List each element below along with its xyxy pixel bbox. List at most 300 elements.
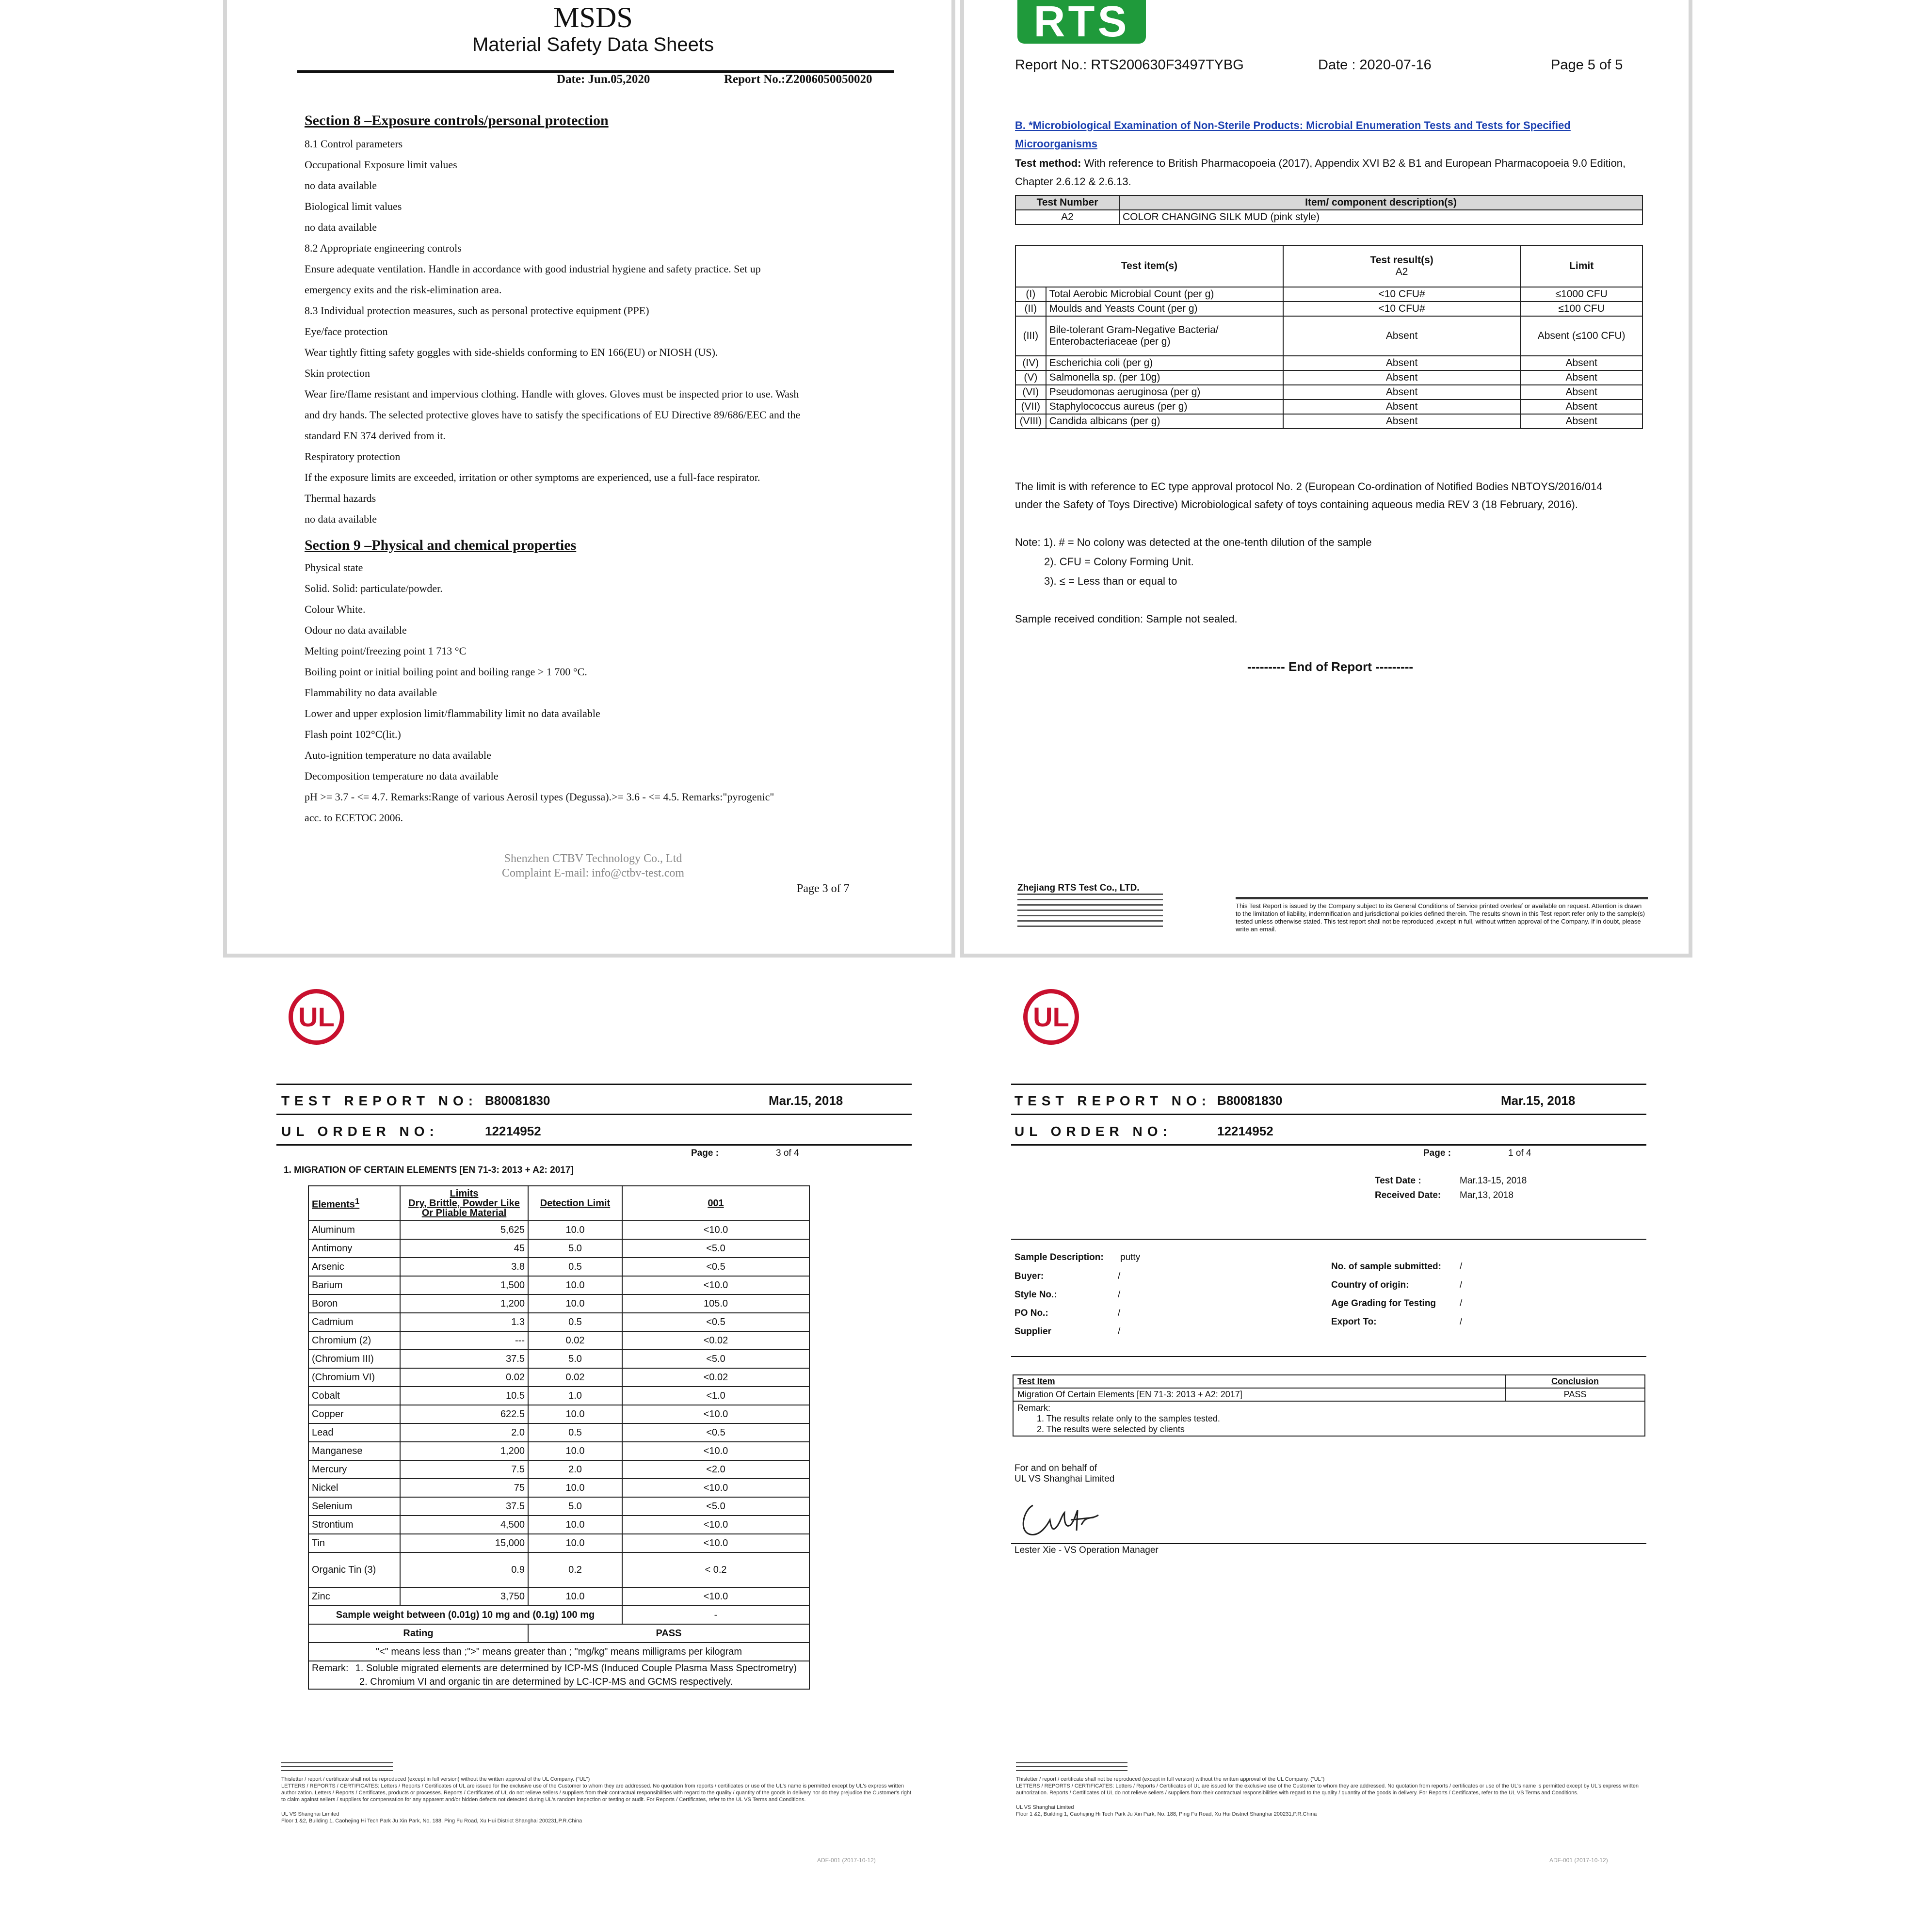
ul3-footer-chinese-text (281, 1762, 393, 1774)
rts-footer-company: Zhejiang RTS Test Co., LTD. (1017, 883, 1140, 893)
rts-section-title[interactable]: B. *Microbiological Examination of Non-Sterile Products: Microbial Enumeration Tests and Tests for Specified Microorganisms (1015, 119, 1571, 150)
sample-weight-value: - (622, 1606, 809, 1624)
ul1-test-report-no: B80081830 (1217, 1093, 1283, 1108)
rts-sample-row (1015, 210, 1642, 224)
element-detection-limit: 0.5 (528, 1313, 622, 1331)
msds-page-number: Page 3 of 7 (797, 882, 850, 895)
rts-result-row (1015, 287, 1642, 302)
element-detection-limit: 2.0 (528, 1460, 622, 1479)
element-result: <0.5 (622, 1258, 809, 1276)
legend-row (308, 1643, 809, 1661)
section8-line: and dry hands. The selected protective gloves have to satisfy the specifications of EU Directive 89/686/EEC and the (305, 409, 801, 421)
rts-result-item: Salmonella sp. (per 10g) (1046, 370, 1283, 385)
element-detection-limit: 10.0 (528, 1479, 622, 1497)
ul1-field-label: Supplier (1014, 1326, 1052, 1337)
rts-sample-header (1015, 195, 1642, 210)
section8-line: If the exposure limits are exceeded, irritation or other symptoms are experienced, use a full-face respirator. (305, 471, 760, 483)
element-name: Nickel (308, 1479, 400, 1497)
ul3-elements-header (308, 1186, 809, 1221)
msds-company: Shenzhen CTBV Technology Co., Ltd (504, 852, 682, 865)
ul3-elements-table (308, 1185, 810, 1690)
element-limit: 1.3 (400, 1313, 528, 1331)
rts-result-row (1015, 356, 1642, 370)
element-result: <5.0 (622, 1350, 809, 1368)
rts-result-row (1015, 414, 1642, 429)
rts-note-2: 2). CFU = Colony Forming Unit. (1044, 556, 1194, 568)
remark-1: 1. Soluble migrated elements are determined by ICP-MS (Induced Couple Plasma Mass Spectrometry) (355, 1663, 797, 1674)
ul1-footer-terms: LETTERS / REPORTS / CERTIFICATES: Letters / Reports / Certificates of UL are issued for the exclusive use of the Customer to whom they are addressed. No quotation from reports / certificates or use of the UL's name is permitted except by UL's express written authorization. Reports / Certificates of UL do not relieve sellers / suppliers from their contractual responsibilities with regard to the quality / quantity of the goods in delivery. For Reports / Certificates, refer to the UL VS Terms and Conditions. (1016, 1783, 1639, 1796)
ul1-footer (1016, 1762, 1646, 1818)
rts-result-item: Candida albicans (per g) (1046, 414, 1283, 429)
section9-line: Decomposition temperature no data available (305, 770, 499, 782)
section9-line: pH >= 3.7 - <= 4.7. Remarks:Range of various Aerosil types (Degussa).>= 3.6 - <= 4.5. Remarks:"pyrogenic" (305, 791, 774, 803)
section9-line: Physical state (305, 561, 363, 574)
rts-limit-note-cont: under the Safety of Toys Directive) Microbiological safety of toys containing aqueous media REV 3 (18 February, 2016). (1015, 498, 1578, 511)
section8-line: Eye/face protection (305, 325, 388, 337)
element-name: Manganese (308, 1442, 400, 1460)
msds-complaint-email: Complaint E-mail: info@ctbv-test.com (501, 867, 685, 879)
rts-col-test-result-sub: A2 (1395, 266, 1408, 277)
remarks-row (308, 1661, 809, 1689)
ul3-page-label: Page : (691, 1148, 719, 1158)
element-limit: 0.9 (400, 1552, 528, 1587)
ul1-field-label: Age Grading for Testing (1331, 1298, 1436, 1309)
section9-line: acc. to ECETOC 2006. (305, 812, 403, 824)
rts-footer-contact-lines (1017, 894, 1163, 927)
ul1-signatory: Lester Xie - VS Operation Manager (1014, 1545, 1159, 1555)
ul3-col-limits (400, 1186, 528, 1221)
rts-result-value: Absent (1283, 399, 1520, 414)
ul3-page-value: 3 of 4 (776, 1148, 799, 1158)
ul1-sample-desc-label: Sample Description: (1014, 1252, 1104, 1262)
rts-note-1: Note: 1). # = No colony was detected at the one-tenth dilution of the sample (1015, 536, 1372, 548)
ul1-test-item-row (1013, 1388, 1645, 1401)
ul1-field-label: Country of origin: (1331, 1280, 1409, 1290)
remarks-cell (308, 1661, 809, 1689)
rts-result-row (1015, 316, 1642, 356)
element-detection-limit: 10.0 (528, 1276, 622, 1294)
element-name: Zinc (308, 1587, 400, 1606)
element-detection-limit: 10.0 (528, 1534, 622, 1552)
ul1-footer-address: Floor 1 &2, Building 1, Caohejing Hi Tech Park Ju Xin Park, No. 188, Ping Fu Road, Xu Hui District Shanghai 200231,P.R.China (1016, 1811, 1317, 1817)
ul1-rule-bottom (1011, 1144, 1646, 1146)
sample-weight-row (308, 1606, 809, 1624)
remark-2: 2. Chromium VI and organic tin are determined by LC-ICP-MS and GCMS respectively. (359, 1677, 733, 1687)
rts-result-no: (V) (1015, 370, 1046, 385)
msds-subtitle: Material Safety Data Sheets (472, 34, 714, 55)
element-name: (Chromium VI) (308, 1368, 400, 1387)
remark-label: Remark: (312, 1663, 349, 1674)
element-name: Barium (308, 1276, 400, 1294)
msds-page (223, 0, 955, 958)
rts-sample-number: A2 (1015, 210, 1119, 224)
rts-result-no: (VII) (1015, 399, 1046, 414)
rts-result-value: <10 CFU# (1283, 302, 1520, 316)
ul1-remark-1: 1. The results relate only to the samples tested. (1037, 1414, 1220, 1423)
element-result: 105.0 (622, 1294, 809, 1313)
rts-result-limit: Absent (1520, 399, 1642, 414)
element-limit: 1,200 (400, 1294, 528, 1313)
ul1-rule-fields (1011, 1356, 1646, 1357)
element-name: (Chromium III) (308, 1350, 400, 1368)
rts-end-of-report: --------- End of Report --------- (1247, 659, 1414, 674)
section8-line: Biological limit values (305, 200, 402, 212)
ul1-field-value: / (1118, 1290, 1121, 1300)
ul1-received-date: Mar,13, 2018 (1460, 1190, 1513, 1200)
element-row (308, 1423, 809, 1442)
ul1-field-value: / (1118, 1326, 1121, 1337)
ul1-form-code: ADF-001 (2017-10-12) (1549, 1857, 1608, 1864)
element-result: <10.0 (622, 1479, 809, 1497)
section9-line: Flash point 102°C(lit.) (305, 728, 401, 740)
ul3-order-label: UL ORDER NO: (281, 1124, 439, 1139)
element-name: Boron (308, 1294, 400, 1313)
section9-line: Colour White. (305, 603, 366, 615)
section8-line: Wear fire/flame resistant and impervious clothing. Handle with gloves. Gloves must be inspected prior to use. Wash (305, 388, 799, 400)
rts-limit-note: The limit is with reference to EC type approval protocol No. 2 (European Co-ordination of Notified Bodies NBTOYS/2016/014 (1015, 480, 1603, 493)
element-limit: 622.5 (400, 1405, 528, 1423)
ul3-footer (281, 1762, 912, 1824)
ul1-footer-chinese-text (1016, 1762, 1127, 1774)
element-row (308, 1313, 809, 1331)
element-limit: 15,000 (400, 1534, 528, 1552)
section8-line: 8.3 Individual protection measures, such as personal protective equipment (PPE) (305, 304, 649, 317)
rts-date: Date : 2020-07-16 (1318, 57, 1432, 73)
rts-result-no: (VI) (1015, 385, 1046, 399)
element-row (308, 1239, 809, 1258)
section8-line: 8.2 Appropriate engineering controls (305, 242, 462, 254)
ul3-footer-notice: Thisletter / report / certificate shall not be reproduced (except in full version) without the written approval of the UL Company. ("UL") (281, 1776, 590, 1782)
element-row (308, 1350, 809, 1368)
element-result: <0.02 (622, 1331, 809, 1350)
element-result: <1.0 (622, 1387, 809, 1405)
ul1-field-label: PO No.: (1014, 1308, 1048, 1318)
element-limit: 3,750 (400, 1587, 528, 1606)
section9-line: Boiling point or initial boiling point and boiling range > 1 700 °C. (305, 666, 587, 678)
ul3-col-limits-sub: Dry, Brittle, Powder Like Or Pliable Material (408, 1198, 520, 1218)
ul1-field-label: Export To: (1331, 1317, 1377, 1327)
rts-result-no: (IV) (1015, 356, 1046, 370)
rts-result-item: Staphylococcus aureus (per g) (1046, 399, 1283, 414)
rts-result-limit: ≤1000 CFU (1520, 287, 1642, 302)
ul1-field-value: / (1118, 1271, 1121, 1281)
rts-col-test-number: Test Number (1015, 195, 1119, 210)
section8-line: no data available (305, 221, 377, 233)
rts-result-row (1015, 399, 1642, 414)
element-row (308, 1479, 809, 1497)
element-result: <5.0 (622, 1239, 809, 1258)
element-detection-limit: 0.02 (528, 1368, 622, 1387)
ul1-field-value: / (1460, 1298, 1463, 1309)
element-name: Selenium (308, 1497, 400, 1516)
rts-result-no: (III) (1015, 316, 1046, 356)
rts-result-limit: Absent (1520, 385, 1642, 399)
ul1-received-label: Received Date: (1375, 1190, 1441, 1200)
element-limit: 0.02 (400, 1368, 528, 1387)
element-limit: 3.8 (400, 1258, 528, 1276)
ul3-col-limits-label: Limits (450, 1188, 479, 1199)
measurement-legend: "<" means less than ;">" means greater than ; "mg/kg" means milligrams per kilogram (308, 1643, 809, 1661)
rts-result-item: Pseudomonas aeruginosa (per g) (1046, 385, 1283, 399)
rts-result-item: Escherichia coli (per g) (1046, 356, 1283, 370)
element-detection-limit: 10.0 (528, 1294, 622, 1313)
element-result: <10.0 (622, 1276, 809, 1294)
rts-test-method-label: Test method: (1015, 157, 1081, 169)
rts-result-limit: Absent (≤100 CFU) (1520, 316, 1642, 356)
rts-footer-disclaimer: This Test Report is issued by the Company subject to its General Conditions of Service printed overleaf or available on request. Attention is drawn to the limitation of liability, indemnification and jurisdictional policies defined therein. The results shown in this Test report refer only to the sample(s) tested unless otherwise stated. This test report shall not be reproduced ,except in full, without written approval of the Company. If in doubt, please write an email. (1236, 897, 1648, 933)
section8-line: Ensure adequate ventilation. Handle in accordance with good industrial hygiene and safety practice. Set up (305, 263, 761, 275)
ul1-signature-rule (1011, 1543, 1646, 1544)
rts-col-test-item: Test item(s) (1015, 245, 1283, 287)
element-detection-limit: 0.5 (528, 1258, 622, 1276)
section9-line: Lower and upper explosion limit/flammability limit no data available (305, 707, 600, 719)
ul3-test-report-label: TEST REPORT NO: (281, 1093, 478, 1108)
section9-line: Flammability no data available (305, 687, 437, 699)
element-detection-limit: 5.0 (528, 1350, 622, 1368)
section8-line: 8.1 Control parameters (305, 138, 403, 150)
section8-line: Skin protection (305, 367, 370, 379)
ul1-footer-notice: Thisletter / report / certificate shall not be reproduced (except in full version) without the written approval of the UL Company. ("UL") (1016, 1776, 1325, 1782)
section8-line: Wear tightly fitting safety goggles with side-shields conforming to EN 166(EU) or NIOSH (US). (305, 346, 718, 358)
element-detection-limit: 0.2 (528, 1552, 622, 1587)
ul1-remark-2: 2. The results were selected by clients (1037, 1424, 1185, 1434)
element-limit: 7.5 (400, 1460, 528, 1479)
ul1-on-behalf: For and on behalf of (1014, 1463, 1097, 1473)
element-limit: 75 (400, 1479, 528, 1497)
rating-label: Rating (308, 1624, 528, 1643)
element-detection-limit: 5.0 (528, 1497, 622, 1516)
element-name: Aluminum (308, 1221, 400, 1239)
ul3-col-detection: Detection Limit (528, 1186, 622, 1221)
rts-result-limit: Absent (1520, 356, 1642, 370)
element-name: Organic Tin (3) (308, 1552, 400, 1587)
ul1-rule-mid (1011, 1114, 1646, 1115)
element-row (308, 1331, 809, 1350)
element-result: <0.5 (622, 1313, 809, 1331)
ul1-field-label: No. of sample submitted: (1331, 1261, 1441, 1272)
element-limit: 37.5 (400, 1350, 528, 1368)
section8-line: Thermal hazards (305, 492, 376, 504)
element-detection-limit: 10.0 (528, 1221, 622, 1239)
rating-row (308, 1624, 809, 1643)
element-result: <0.5 (622, 1423, 809, 1442)
element-row (308, 1294, 809, 1313)
ul1-test-report-label: TEST REPORT NO: (1014, 1093, 1211, 1108)
element-detection-limit: 0.5 (528, 1423, 622, 1442)
element-result: <10.0 (622, 1587, 809, 1606)
rts-result-row (1015, 302, 1642, 316)
section8-line: no data available (305, 513, 377, 525)
rts-result-item: Bile-tolerant Gram-Negative Bacteria/ Enterobacteriaceae (per g) (1046, 316, 1283, 356)
section8-line: no data available (305, 179, 377, 192)
rts-result-value: Absent (1283, 385, 1520, 399)
element-result: <2.0 (622, 1460, 809, 1479)
rts-sample-description: COLOR CHANGING SILK MUD (pink style) (1119, 210, 1642, 224)
rts-sample-table (1015, 195, 1643, 225)
ul1-rule-sample (1011, 1239, 1646, 1240)
element-name: Antimony (308, 1239, 400, 1258)
section9-line: Melting point/freezing point 1 713 °C (305, 645, 467, 657)
element-limit: 37.5 (400, 1497, 528, 1516)
element-name: Cobalt (308, 1387, 400, 1405)
ul3-rule-mid (276, 1114, 912, 1115)
rts-test-method-cont: Chapter 2.6.12 & 2.6.13. (1015, 176, 1131, 188)
ul-report-page-1 (960, 962, 1692, 1932)
ul3-rule-bottom (276, 1144, 912, 1146)
ul1-order-no: 12214952 (1217, 1124, 1273, 1138)
element-row (308, 1221, 809, 1239)
element-row (308, 1552, 809, 1587)
ul1-field-value: / (1460, 1280, 1463, 1290)
element-result: <0.02 (622, 1368, 809, 1387)
section8-line: standard EN 374 derived from it. (305, 430, 446, 442)
rts-test-method (1015, 154, 1626, 173)
rts-col-test-result-label: Test result(s) (1370, 255, 1433, 266)
section9-line: Odour no data available (305, 624, 407, 636)
element-detection-limit: 10.0 (528, 1587, 622, 1606)
rts-result-row (1015, 385, 1642, 399)
element-name: Chromium (2) (308, 1331, 400, 1350)
element-limit: --- (400, 1331, 528, 1350)
rts-result-item: Total Aerobic Microbial Count (per g) (1046, 287, 1283, 302)
rating-value: PASS (528, 1624, 809, 1643)
element-name: Cadmium (308, 1313, 400, 1331)
ul3-col-sample-001: 001 (622, 1186, 809, 1221)
ul3-section-title: 1. MIGRATION OF CERTAIN ELEMENTS [EN 71-3: 2013 + A2: 2017] (284, 1165, 574, 1175)
ul1-page-value: 1 of 4 (1508, 1148, 1531, 1158)
ul1-test-date-label: Test Date : (1375, 1176, 1421, 1186)
element-row (308, 1258, 809, 1276)
rts-result-value: Absent (1283, 356, 1520, 370)
rts-result-no: (I) (1015, 287, 1046, 302)
ul1-test-item-table (1013, 1374, 1645, 1437)
ul3-form-code: ADF-001 (2017-10-12) (817, 1857, 876, 1864)
ul3-test-report-no: B80081830 (485, 1093, 550, 1108)
rts-logo: RTS (1017, 0, 1146, 44)
ul1-rule-top (1011, 1084, 1646, 1085)
rts-page-number: Page 5 of 5 (1551, 57, 1623, 73)
element-name: Mercury (308, 1460, 400, 1479)
ul1-footer-company: UL VS Shanghai Limited (1016, 1804, 1074, 1810)
ul3-col-elements: Elements$^1$ (308, 1186, 400, 1221)
section9-line: Solid. Solid: particulate/powder. (305, 582, 443, 594)
element-name: Strontium (308, 1516, 400, 1534)
rts-result-value: Absent (1283, 414, 1520, 429)
msds-report-no: Report No.:Z2006050050020 (724, 73, 872, 86)
element-row (308, 1276, 809, 1294)
ul1-date: Mar.15, 2018 (1501, 1093, 1576, 1108)
rts-result-value: Absent (1283, 370, 1520, 385)
element-result: <10.0 (622, 1516, 809, 1534)
element-row (308, 1442, 809, 1460)
ul1-remarks (1013, 1401, 1645, 1436)
element-limit: 1,200 (400, 1442, 528, 1460)
rts-test-method-text: With reference to British Pharmacopoeia (2017), Appendix XVI B2 & B1 and European Pharmacopoeia 9.0 Edition, (1081, 157, 1626, 169)
rts-result-limit: Absent (1520, 414, 1642, 429)
sample-weight-label: Sample weight between (0.01g) 10 mg and (0.1g) 100 mg (308, 1606, 622, 1624)
ul1-page-label: Page : (1423, 1148, 1451, 1158)
rts-result-value: Absent (1283, 316, 1520, 356)
ul1-test-item: Migration Of Certain Elements [EN 71-3: 2013 + A2: 2017] (1013, 1388, 1505, 1401)
element-result: < 0.2 (622, 1552, 809, 1587)
element-limit: 10.5 (400, 1387, 528, 1405)
ul3-col-elements-label: Elements (312, 1199, 355, 1210)
ul1-field-value: / (1118, 1308, 1121, 1318)
ul1-field-label: Buyer: (1014, 1271, 1044, 1281)
element-limit: 5,625 (400, 1221, 528, 1239)
ul3-date: Mar.15, 2018 (769, 1093, 843, 1108)
rts-result-no: (VIII) (1015, 414, 1046, 429)
rts-page (960, 0, 1692, 958)
rts-sample-condition: Sample received condition: Sample not sealed. (1015, 613, 1238, 625)
element-row (308, 1587, 809, 1606)
element-name: Tin (308, 1534, 400, 1552)
ul3-footer-address: Floor 1 &2, Building 1, Caohejing Hi Tech Park Ju Xin Park, No. 188, Ping Fu Road, Xu Hui District Shanghai 200231,P.R.China (281, 1818, 582, 1824)
rts-col-limit: Limit (1520, 245, 1642, 287)
element-row (308, 1460, 809, 1479)
element-limit: 45 (400, 1239, 528, 1258)
section8-line: Respiratory protection (305, 450, 401, 463)
section8-line: Occupational Exposure limit values (305, 159, 457, 171)
rts-report-no: Report No.: RTS200630F3497TYBG (1015, 57, 1244, 73)
element-limit: 2.0 (400, 1423, 528, 1442)
ul1-field-label: Style No.: (1014, 1290, 1057, 1300)
element-limit: 4,500 (400, 1516, 528, 1534)
rts-results-header (1015, 245, 1642, 287)
element-detection-limit: 10.0 (528, 1442, 622, 1460)
ul-logo: UL (289, 989, 344, 1045)
ul-logo: UL (1023, 989, 1079, 1045)
element-row (308, 1497, 809, 1516)
element-name: Copper (308, 1405, 400, 1423)
element-row (308, 1405, 809, 1423)
section9-title: Section 9 –Physical and chemical properties (305, 537, 577, 553)
ul1-field-value: / (1460, 1317, 1463, 1327)
element-row (308, 1368, 809, 1387)
ul1-sample-desc: putty (1120, 1252, 1141, 1262)
rts-result-limit: Absent (1520, 370, 1642, 385)
ul3-order-no: 12214952 (485, 1124, 541, 1138)
signature-image (1014, 1486, 1111, 1544)
rts-note-3: 3). ≤ = Less than or equal to (1044, 575, 1177, 587)
rts-result-limit: ≤100 CFU (1520, 302, 1642, 316)
ul3-rule-top (276, 1084, 912, 1085)
ul1-test-date: Mar.13-15, 2018 (1460, 1176, 1527, 1186)
rts-col-item-description: Item/ component description(s) (1119, 195, 1642, 210)
section9-line: Auto-ignition temperature no data available (305, 749, 491, 761)
element-row (308, 1387, 809, 1405)
element-row (308, 1516, 809, 1534)
element-detection-limit: 1.0 (528, 1387, 622, 1405)
element-detection-limit: 5.0 (528, 1239, 622, 1258)
section8-title: Section 8 –Exposure controls/personal protection (305, 112, 609, 128)
ul1-remark-label: Remark: (1017, 1403, 1051, 1413)
rts-col-test-result (1283, 245, 1520, 287)
element-result: <10.0 (622, 1534, 809, 1552)
ul-report-page-3 (223, 962, 955, 1932)
element-result: <10.0 (622, 1221, 809, 1239)
element-detection-limit: 10.0 (528, 1516, 622, 1534)
rts-result-item: Moulds and Yeasts Count (per g) (1046, 302, 1283, 316)
element-name: Arsenic (308, 1258, 400, 1276)
ul1-conclusion: PASS (1505, 1388, 1645, 1401)
msds-date: Date: Jun.05,2020 (557, 73, 650, 86)
section8-line: emergency exits and the risk-elimination area. (305, 284, 502, 296)
element-row (308, 1534, 809, 1552)
msds-title: MSDS (553, 1, 633, 33)
ul1-remark-row (1013, 1401, 1645, 1436)
rts-result-value: <10 CFU# (1283, 287, 1520, 302)
